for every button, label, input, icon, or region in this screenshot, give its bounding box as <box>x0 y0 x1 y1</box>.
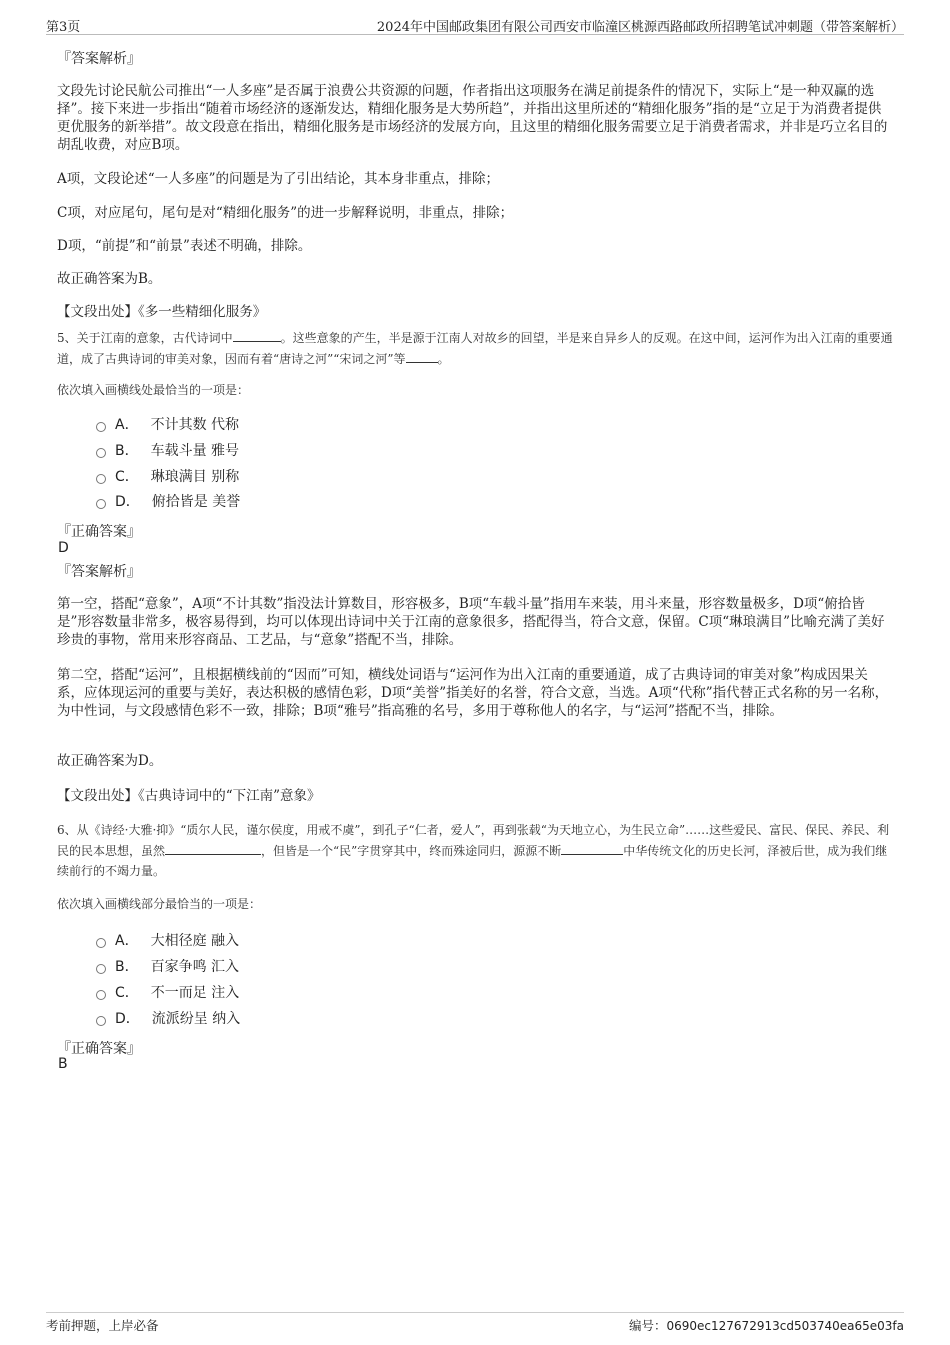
analysis-label: 『答案解析』 <box>57 564 141 580</box>
conclusion: 故正确答案为D。 <box>57 753 163 769</box>
option-d[interactable]: D． 流派纷呈 纳入 <box>96 1008 240 1028</box>
page-header <box>46 14 904 35</box>
option-d[interactable]: D． 俯拾皆是 美誉 <box>96 491 240 511</box>
correct-answer: D <box>58 540 69 556</box>
analysis-paragraph: C项，对应尾句，尾句是对“精细化服务”的进一步解释说明，非重点，排除； <box>57 205 514 221</box>
analysis-paragraph: 第一空，搭配“意象”，A项“不计其数”指没法计算数目，形容极多，B项“车载斗量”指用车来装，用斗来量，形容数量极多，D项“俯拾皆是”形容数量非常多，极容易得到，均可以体现出诗词中关于江南的意象很多，搭配得当，符合文意，保留。C项“琳琅满目”比喻充满了美好珍贵的事物，常用来形容商品、工艺品，与“意象”搭配不当，排除。 <box>57 596 885 648</box>
radio-icon[interactable] <box>96 474 106 484</box>
radio-icon[interactable] <box>96 448 106 458</box>
fill-blank <box>233 327 281 342</box>
option-a[interactable]: A． 大相径庭 融入 <box>96 930 239 950</box>
analysis-paragraph: 第二空，搭配“运河”，且根据横线前的“因而”可知，横线处词语与“运河作为出入江南的重要通道，成了古典诗词的审美对象”构成因果关系，应体现运河的重要与美好，表达积极的感情色彩，D项“美誉”指美好的名誉，符合文意，当选。A项“代称”指代替正式名称的另一名称，为中性词，与文段感情色彩不一致，排除；B项“雅号”指高雅的名号，多用于尊称他人的名字，与“运河”搭配不当，排除。 <box>57 667 889 719</box>
question-5-prompt: 依次填入画横线处最恰当的一项是： <box>57 383 250 397</box>
option-a[interactable]: A． 不计其数 代称 <box>96 414 239 434</box>
option-c[interactable]: C． 琳琅满目 别称 <box>96 466 239 486</box>
analysis-paragraph: 文段先讨论民航公司推出“一人多座”是否属于浪费公共资源的问题，作者指出这项服务在满足前提条件的情况下，实际上“是一种双赢的选择”。接下来进一步指出“随着市场经济的逐渐发达，精细化服务是大势所趋”，并指出这里所述的“精细化服务”指的是“立足于为消费者提供更优服务的新举措”。故文段意在指出，精细化服务是市场经济的发展方向，且这里的精细化服务需要立足于消费者需求，并非是巧立名目的胡乱收费，对应B项。 <box>57 83 888 153</box>
fill-blank <box>561 840 623 855</box>
question-6-stem: 6、从《诗经·大雅·抑》“质尔人民，谨尔侯度，用戒不虞”，到孔子“仁者，爱人”，再到张载“为天地立心，为生民立命”……这些爱民、富民、保民、养民、利民的民本思想，虽然 ，但皆是一个“民”字贯穿其中，终而殊途同归，源源不断 中华传统文化的历史长河，泽被后世，成为我们继续前行的不竭力量。 <box>57 823 890 878</box>
analysis-paragraph: D项，“前提”和“前景”表述不明确，排除。 <box>57 238 312 254</box>
option-c[interactable]: C． 不一而足 注入 <box>96 982 239 1002</box>
fill-blank <box>406 348 438 363</box>
radio-icon[interactable] <box>96 990 106 1000</box>
fill-blank <box>165 840 261 855</box>
radio-icon[interactable] <box>96 1016 106 1026</box>
analysis-label: 『答案解析』 <box>57 51 141 67</box>
correct-answer-label: 『正确答案』 <box>57 1041 141 1057</box>
analysis-paragraph: A项，文段论述“一人多座”的问题是为了引出结论，其本身非重点，排除； <box>57 171 500 187</box>
radio-icon[interactable] <box>96 422 106 432</box>
footer-slogan: 考前押题，上岸必备 <box>46 1318 159 1333</box>
radio-icon[interactable] <box>96 938 106 948</box>
question-5-stem: 5、关于江南的意象，古代诗词中 。这些意象的产生，半是源于江南人对故乡的回望，半是来自异乡人的反观。在这中间，运河作为出入江南的重要通道，成了古典诗词的审美对象，因而有着“唐诗之河”“宋词之河”等 。 <box>57 327 893 369</box>
correct-answer: B <box>58 1056 68 1072</box>
correct-answer-label: 『正确答案』 <box>57 524 141 540</box>
radio-icon[interactable] <box>96 964 106 974</box>
radio-icon[interactable] <box>96 499 106 509</box>
source-citation: 【文段出处】《多一些精细化服务》 <box>57 304 267 320</box>
option-b[interactable]: B． 车载斗量 雅号 <box>96 440 239 460</box>
page-number: 第3页 <box>46 20 81 35</box>
option-b[interactable]: B． 百家争鸣 汇入 <box>96 956 239 976</box>
conclusion: 故正确答案为B。 <box>57 271 162 287</box>
question-6-prompt: 依次填入画横线部分最恰当的一项是： <box>57 897 262 911</box>
source-citation: 【文段出处】《古典诗词中的“下江南”意象》 <box>57 788 321 804</box>
document-title: 2024年中国邮政集团有限公司西安市临潼区桃源西路邮政所招聘笔试冲刺题（带答案解析） <box>376 20 904 35</box>
page-footer <box>46 1312 904 1335</box>
document-code: 编号：0690ec127672913cd503740ea65e03fa <box>628 1318 904 1333</box>
